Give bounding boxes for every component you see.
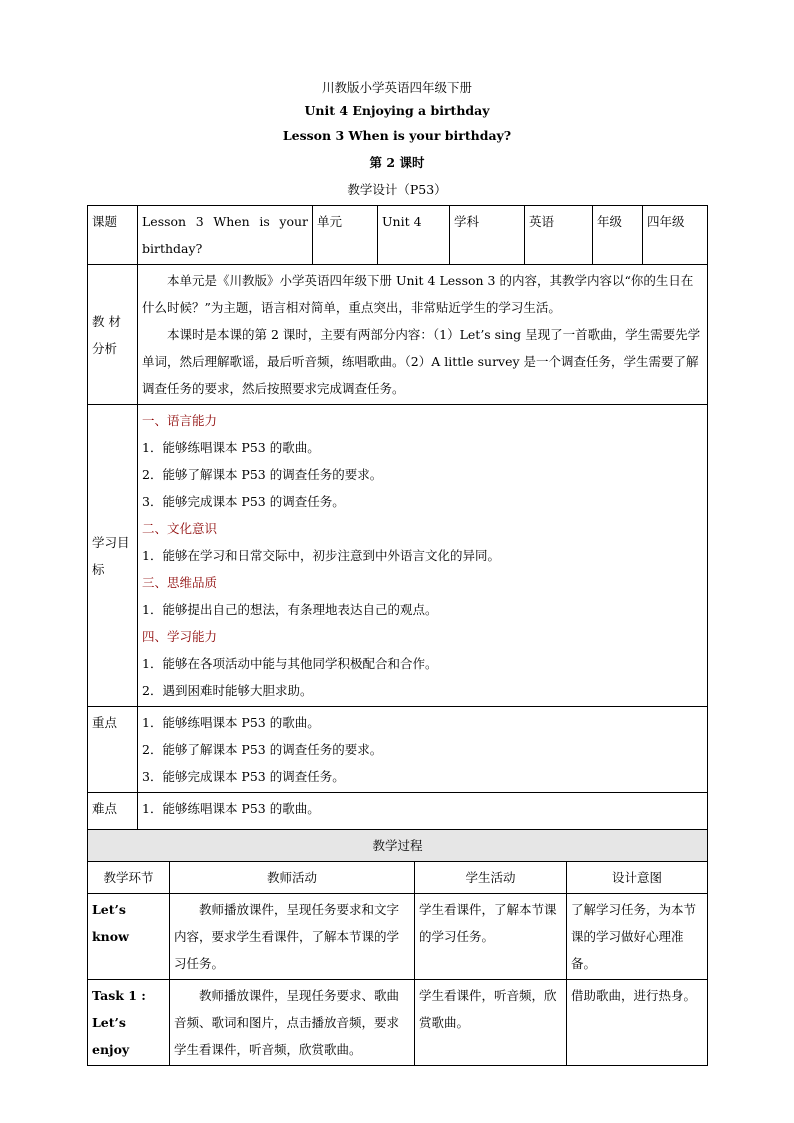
header-student: 学生活动 bbox=[415, 862, 567, 894]
analysis-row bbox=[88, 265, 708, 405]
doc-title-lesson: Lesson 3 When is your birthday? bbox=[282, 128, 512, 143]
section-title-language: 一、语言能力 bbox=[142, 413, 218, 428]
key-point-item: 3．能够完成课本 P53 的调查任务。 bbox=[142, 769, 345, 784]
key-points-label: 重点 bbox=[88, 707, 138, 793]
analysis-content bbox=[138, 265, 708, 405]
grade-label: 年级 bbox=[593, 206, 643, 265]
analysis-paragraph-1: 本单元是《川教版》小学英语四年级下册 Unit 4 Lesson 3 的内容，其教学内容以“你的生日在什么时候？”为主题，语言相对简单，重点突出，非常贴近学生的学习生活。 bbox=[142, 273, 694, 315]
key-point-item: 2．能够了解课本 P53 的调查任务的要求。 bbox=[142, 742, 383, 757]
section-title-thinking: 三、思维品质 bbox=[142, 575, 218, 590]
topic-label: 课题 bbox=[88, 206, 138, 265]
objectives-content bbox=[138, 405, 708, 707]
section-title-learning: 四、学习能力 bbox=[142, 629, 218, 644]
difficulties-label: 难点 bbox=[88, 793, 138, 852]
analysis-paragraph-2: 本课时是本课的第 2 课时，主要有两部分内容：（1）Let’s sing 呈现了一首歌曲，学生需要先学单词，然后理解歌谣，最后听音频，练唱歌曲。（2）A little survey 是一个调查任务，学生需要了解调查任务的要求，然后按照要求完成调查任务。 bbox=[142, 327, 701, 396]
analysis-label: 教 材 分析 bbox=[88, 265, 138, 405]
unit-value: Unit 4 bbox=[378, 206, 450, 265]
unit-label: 单元 bbox=[313, 206, 378, 265]
lesson-info-table bbox=[87, 205, 708, 852]
process-header-row bbox=[88, 862, 708, 894]
objective-item: 2．能够了解课本 P53 的调查任务的要求。 bbox=[142, 467, 383, 482]
key-points-content bbox=[138, 707, 708, 793]
objective-item: 1．能够在各项活动中能与其他同学积极配合和合作。 bbox=[142, 656, 438, 671]
student-activity-cell: 学生看课件，了解本节课的学习任务。 bbox=[415, 894, 567, 980]
header-stage: 教学环节 bbox=[88, 862, 170, 894]
objective-item: 1．能够在学习和日常交际中，初步注意到中外语言文化的异同。 bbox=[142, 548, 500, 563]
process-row bbox=[88, 894, 708, 980]
difficulty-item: 1．能够练唱课本 P53 的歌曲。 bbox=[142, 801, 320, 816]
teaching-process-table bbox=[87, 829, 708, 1066]
doc-title-design: 教学设计（P53） bbox=[347, 182, 447, 197]
topic-value: Lesson 3 When is your birthday? bbox=[138, 206, 313, 265]
objective-item: 2．遇到困难时能够大胆求助。 bbox=[142, 683, 313, 698]
key-points-row bbox=[88, 707, 708, 793]
student-activity-cell: 学生看课件，听音频，欣赏歌曲。 bbox=[415, 980, 567, 1066]
objective-item: 1．能够提出自己的想法，有条理地表达自己的观点。 bbox=[142, 602, 438, 617]
subject-value: 英语 bbox=[525, 206, 593, 265]
objectives-row bbox=[88, 405, 708, 707]
objectives-label: 学习目标 bbox=[88, 405, 138, 707]
header-teacher: 教师活动 bbox=[170, 862, 415, 894]
doc-title-line1: 川教版小学英语四年级下册 bbox=[321, 80, 472, 95]
intent-cell: 了解学习任务，为本节课的学习做好心理准备。 bbox=[567, 894, 708, 980]
key-point-item: 1．能够练唱课本 P53 的歌曲。 bbox=[142, 715, 320, 730]
process-title: 教学过程 bbox=[88, 830, 708, 862]
stage-cell: Let’s know bbox=[88, 894, 170, 980]
header-intent: 设计意图 bbox=[567, 862, 708, 894]
process-row bbox=[88, 980, 708, 1066]
section-title-culture: 二、文化意识 bbox=[142, 521, 218, 536]
subject-label: 学科 bbox=[450, 206, 525, 265]
info-row bbox=[88, 206, 708, 265]
objective-item: 1．能够练唱课本 P53 的歌曲。 bbox=[142, 440, 320, 455]
objective-item: 3．能够完成课本 P53 的调查任务。 bbox=[142, 494, 345, 509]
grade-value: 四年级 bbox=[643, 206, 708, 265]
doc-title-period: 第 2 课时 bbox=[369, 155, 425, 170]
intent-cell: 借助歌曲，进行热身。 bbox=[567, 980, 708, 1066]
doc-title-unit: Unit 4 Enjoying a birthday bbox=[304, 103, 490, 118]
teacher-activity-cell: 教师播放课件，呈现任务要求和文字内容，要求学生看课件，了解本节课的学习任务。 bbox=[170, 894, 415, 980]
teacher-activity-cell: 教师播放课件，呈现任务要求、歌曲音频、歌词和图片，点击播放音频，要求学生看课件，听音频，欣赏歌曲。 bbox=[170, 980, 415, 1066]
process-title-row bbox=[88, 830, 708, 862]
stage-cell: Task 1 : Let’s enjoy bbox=[88, 980, 170, 1066]
